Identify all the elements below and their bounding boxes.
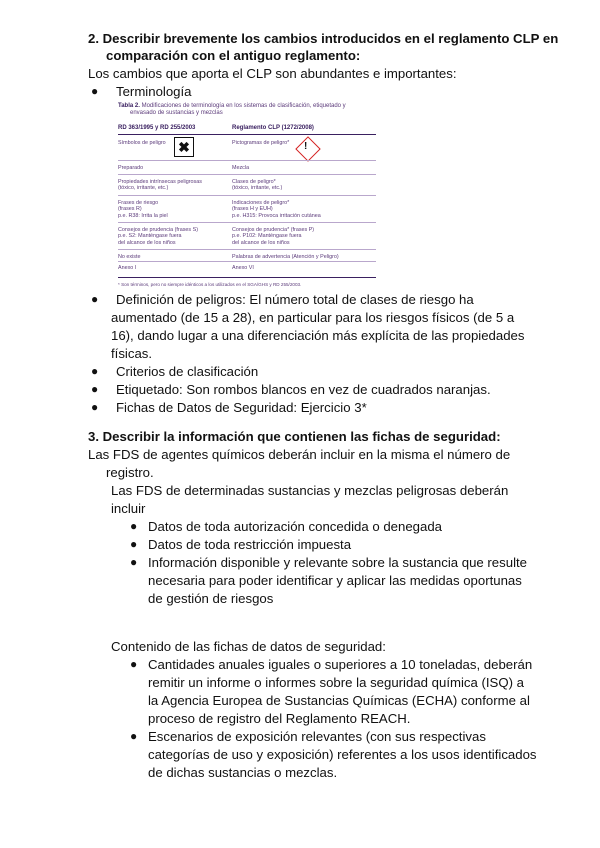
terminology-table-figure: [116, 103, 378, 289]
ghs-diamond-hazard-icon: [295, 136, 320, 161]
table-cell-old: p.e. S2: Manténgase fuera: [118, 233, 182, 240]
list-item-line: Datos de toda autorización concedida o denegada: [148, 519, 443, 534]
section-2-heading-line-2: comparación con el antiguo reglamento:: [106, 48, 361, 63]
bullet-icon: ●: [130, 657, 138, 671]
bullet-icon: ●: [130, 519, 138, 533]
list-item-line: de dichas sustancias o mezclas.: [148, 765, 338, 780]
contenido-heading: Contenido de las fichas de datos de seguridad:: [111, 639, 386, 654]
orange-square-hazard-icon: ✖: [174, 137, 194, 157]
list-item-line: de gestión de riesgos: [148, 591, 274, 606]
list-item-line: necesaria para poder identificar y aplicar las medidas oportunas: [148, 573, 522, 588]
table-rule: [118, 261, 376, 262]
table-cell-old: (frases R): [118, 206, 142, 213]
bullet-icon: ●: [91, 364, 99, 378]
pictogram-right-label: Pictogramas de peligro*: [232, 140, 290, 146]
section-3-heading: 3. Describir la información que contienen las fichas de seguridad:: [88, 429, 501, 444]
list-item-line: categorías de uso y exposición) referentes a los usos identificados: [148, 747, 537, 762]
bullet-terminologia: Terminología: [116, 84, 192, 99]
table-rule: [118, 174, 376, 175]
column-header-old: RD 363/1995 y RD 255/2003: [118, 125, 196, 131]
list-item-line: Escenarios de exposición relevantes (con sus respectivas: [148, 729, 486, 744]
bullet-icon: ●: [130, 537, 138, 551]
column-header-clp: Reglamento CLP (1272/2008): [232, 125, 314, 131]
table-cell-clp: (frases H y EUH): [232, 206, 273, 213]
figure-caption-label: Tabla 2.: [118, 103, 140, 109]
table-cell-clp: Indicaciones de peligro*: [232, 200, 290, 206]
table-cell-clp: (tóxico, irritante, etc.): [232, 185, 283, 192]
table-cell-old: Preparado: [118, 165, 144, 171]
section-3-paragraph-1-line-1: Las FDS de agentes químicos deberán incluir en la misma el número de: [88, 447, 511, 462]
bullet-icon: ●: [91, 84, 99, 98]
table-cell-old: (tóxico, irritante, etc.): [118, 185, 169, 192]
bullet-icon: ●: [91, 292, 99, 306]
section-2-intro: Los cambios que aporta el CLP son abundantes e importantes:: [88, 66, 457, 81]
table-rule: [118, 134, 376, 135]
table-cell-old: Propiedades intrínsecas peligrosas: [118, 179, 202, 185]
table-cell-old: Frases de riesgo: [118, 200, 159, 206]
list-item-line: Información disponible y relevante sobre la sustancia que resulte: [148, 555, 527, 570]
table-cell-old: p.e. R38: Irrita la piel: [118, 212, 168, 219]
figure-caption-text: Modificaciones de terminología en los sistemas de clasificación, etiquetado y: [141, 103, 346, 109]
table-rule: [118, 195, 376, 196]
bullet-icon: ●: [130, 555, 138, 569]
list-item-line: aumentado (de 15 a 28), en particular para los riesgos físicos (de 5 a: [111, 310, 515, 325]
list-item-line: remitir un informe o informes sobre la seguridad química (ISQ) a: [148, 675, 524, 690]
table-cell-clp: Mezcla: [232, 165, 250, 171]
table-cell-clp: p.e. H315: Provoca irritación cutánea: [232, 212, 321, 219]
list-item-line: la Agencia Europea de Sustancias Químicas (ECHA) conforme al: [148, 693, 530, 708]
section-3-paragraph-2-line-1: Las FDS de determinadas sustancias y mezclas peligrosas deberán: [111, 483, 509, 498]
list-item-line: proceso de registro del Reglamento REACH.: [148, 711, 411, 726]
table-cell-clp: del alcance de los niños: [232, 239, 290, 246]
bullet-icon: ●: [130, 729, 138, 743]
section-3-paragraph-2-line-2: incluir: [111, 501, 146, 516]
figure-caption-line-1: [118, 103, 346, 110]
list-item-line: Etiquetado: Son rombos blancos en vez de cuadrados naranjas.: [116, 382, 491, 397]
table-rule: [118, 277, 376, 278]
list-item-line: Fichas de Datos de Seguridad: Ejercicio 3*: [116, 400, 367, 415]
list-item-line: Cantidades anuales iguales o superiores a 10 toneladas, deberán: [148, 657, 533, 672]
list-item-line: Criterios de clasificación: [116, 364, 259, 379]
list-item-line: Datos de toda restricción impuesta: [148, 537, 352, 552]
table-rule: [118, 160, 376, 161]
figure-footnote: * Son términos, pero no siempre idénticos a los utilizados en el SGA/GHS y RD 255/2003.: [118, 282, 302, 287]
pictogram-left-label: Símbolos de peligro: [118, 140, 166, 146]
list-item-line: físicas.: [111, 346, 153, 361]
list-item-line: 16), dando lugar a una diferenciación más explícita de las propiedades: [111, 328, 525, 343]
table-rule: [118, 222, 376, 223]
figure-caption-line-2: envasado de sustancias y mezclas: [130, 110, 223, 116]
table-cell-clp: p.e. P102: Manténgase fuera: [232, 233, 302, 240]
bullet-icon: ●: [91, 400, 99, 414]
table-cell-old: Consejos de prudencia (frases S): [118, 227, 199, 233]
table-cell-old: Anexo I: [118, 265, 137, 271]
table-cell-clp: Anexo VI: [232, 265, 254, 271]
table-cell-old: No existe: [118, 254, 141, 260]
table-cell-clp: Palabras de advertencia (Atención y Peligro): [232, 254, 339, 260]
table-rule: [118, 249, 376, 250]
table-cell-clp: Consejos de prudencia* (frases P): [232, 227, 315, 233]
table-cell-old: del alcance de los niños: [118, 239, 176, 246]
bullet-icon: ●: [91, 382, 99, 396]
table-cell-clp: Clases de peligro*: [232, 179, 276, 185]
exclamation-icon: !: [304, 141, 308, 152]
section-3-paragraph-1-line-2: registro.: [106, 465, 154, 480]
list-item-line: Definición de peligros: El número total de clases de riesgo ha: [116, 292, 474, 307]
section-2-heading-line-1: 2. Describir brevemente los cambios introducidos en el reglamento CLP en: [88, 31, 559, 46]
